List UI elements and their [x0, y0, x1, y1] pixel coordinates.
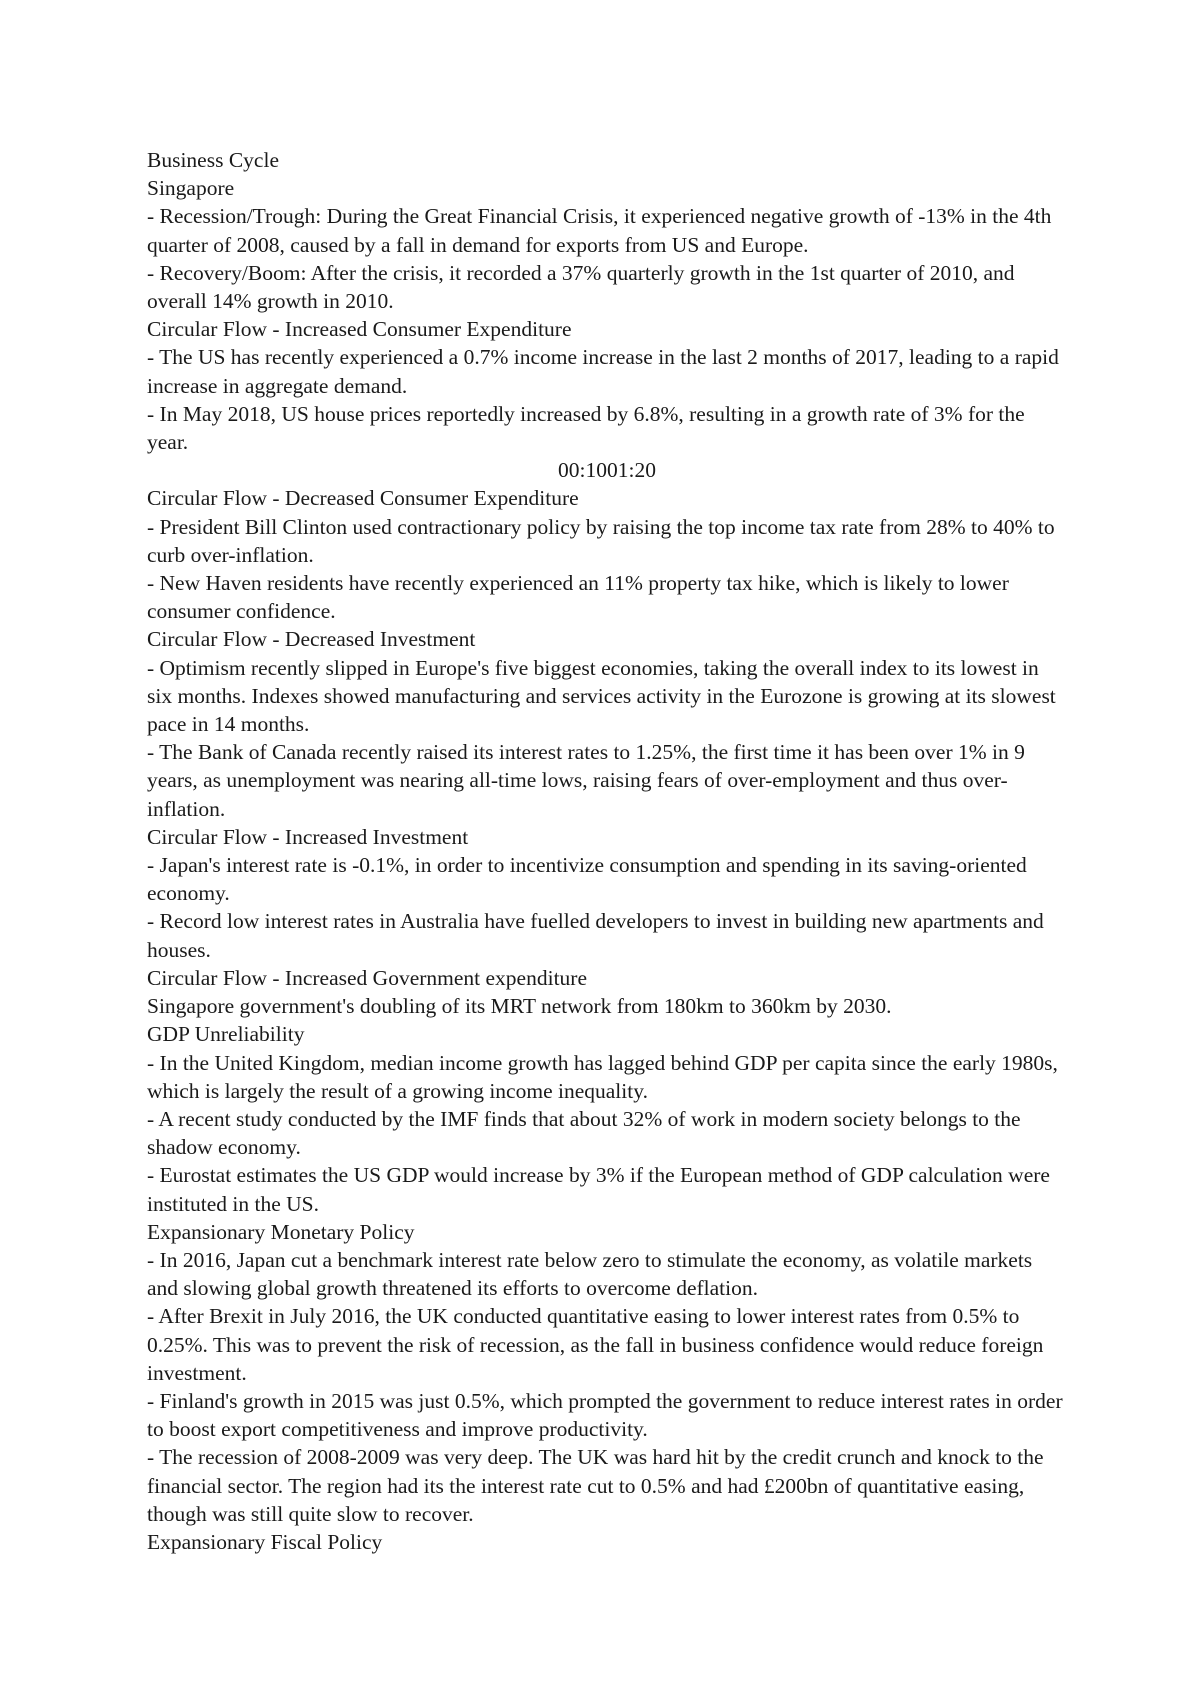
paragraph: - The recession of 2008-2009 was very deep. The UK was hard hit by the credit crunch and knock to the financial sector. The region had its the interest rate cut to 0.5% and had £200bn of quantitative easing, though was still quite slow to recover.: [147, 1445, 1044, 1526]
paragraph: Singapore government's doubling of its MRT network from 180km to 360km by 2030.: [147, 994, 892, 1019]
paragraph: - In May 2018, US house prices reportedly increased by 6.8%, resulting in a growth rate of 3% for the year.: [147, 401, 1025, 455]
heading-business-cycle: Business Cycle: [147, 148, 279, 172]
paragraph: - In the United Kingdom, median income growth has lagged behind GDP per capita since the early 1980s, which is largely the result of a growing income inequality.: [147, 1050, 1058, 1103]
paragraph: - Finland's growth in 2015 was just 0.5%, which prompted the government to reduce interest rates in order to boost export competitiveness and improve productivity.: [147, 1388, 1063, 1442]
heading-decreased-consumer-expenditure: Circular Flow - Decreased Consumer Expenditure: [147, 486, 579, 511]
paragraph: - Eurostat estimates the US GDP would increase by 3% if the European method of GDP calculation were instituted in the US.: [147, 1163, 1050, 1216]
heading-decreased-investment: Circular Flow - Decreased Investment: [147, 627, 476, 652]
paragraph: - In 2016, Japan cut a benchmark interest rate below zero to stimulate the economy, as volatile markets and slowing global growth threatened its efforts to overcome deflation.: [147, 1247, 1033, 1301]
paragraph: - The Bank of Canada recently raised its interest rates to 1.25%, the first time it has been over 1% in 9 years, as unemployment was nearing all-time lows, raising fears of over-employment and thus over-inflation.: [147, 740, 1025, 821]
paragraph: - New Haven residents have recently experienced an 11% property tax hike, which is likely to lower consumer confidence.: [147, 571, 1009, 624]
paragraph: - The US has recently experienced a 0.7% income increase in the last 2 months of 2017, leading to a rapid increase in aggregate demand.: [147, 345, 1059, 398]
heading-gdp-unreliability: GDP Unreliability: [147, 1022, 305, 1047]
paragraph: - Japan's interest rate is -0.1%, in order to incentivize consumption and spending in its saving-oriented economy.: [147, 853, 1027, 906]
paragraph: - President Bill Clinton used contractionary policy by raising the top income tax rate from 28% to 40% to curb over-inflation.: [147, 514, 1055, 567]
paragraph: - Recovery/Boom: After the crisis, it recorded a 37% quarterly growth in the 1st quarter of 2010, and overall 14% growth in 2010.: [147, 260, 1015, 314]
document-body: [147, 146, 1067, 1556]
heading-expansionary-monetary-policy: Expansionary Monetary Policy: [147, 1219, 415, 1244]
heading-increased-investment: Circular Flow - Increased Investment: [147, 824, 469, 849]
subheading-singapore: Singapore: [147, 176, 235, 201]
heading-increased-government-expenditure: Circular Flow - Increased Government expenditure: [147, 965, 587, 990]
heading-expansionary-fiscal-policy: Expansionary Fiscal Policy: [147, 1529, 383, 1554]
paragraph: - Recession/Trough: During the Great Financial Crisis, it experienced negative growth of -13% in the 4th quarter of 2008, caused by a fall in demand for exports from US and Europe.: [147, 204, 1052, 257]
paragraph: - After Brexit in July 2016, the UK conducted quantitative easing to lower interest rates from 0.5% to 0.25%. This was to prevent the risk of recession, as the fall in business confidence would reduce foreign investment.: [147, 1304, 1044, 1385]
paragraph: - Record low interest rates in Australia have fuelled developers to invest in building new apartments and houses.: [147, 909, 1044, 962]
timestamp-text: 00:1001:20: [558, 458, 656, 483]
heading-increased-consumer-expenditure: Circular Flow - Increased Consumer Expenditure: [147, 317, 572, 342]
paragraph: - Optimism recently slipped in Europe's five biggest economies, taking the overall index to its lowest in six months. Indexes showed manufacturing and services activity in the Eurozone is growing at its slowest pace in 14 months.: [147, 655, 1056, 737]
paragraph: - A recent study conducted by the IMF finds that about 32% of work in modern society belongs to the shadow economy.: [147, 1106, 1021, 1160]
